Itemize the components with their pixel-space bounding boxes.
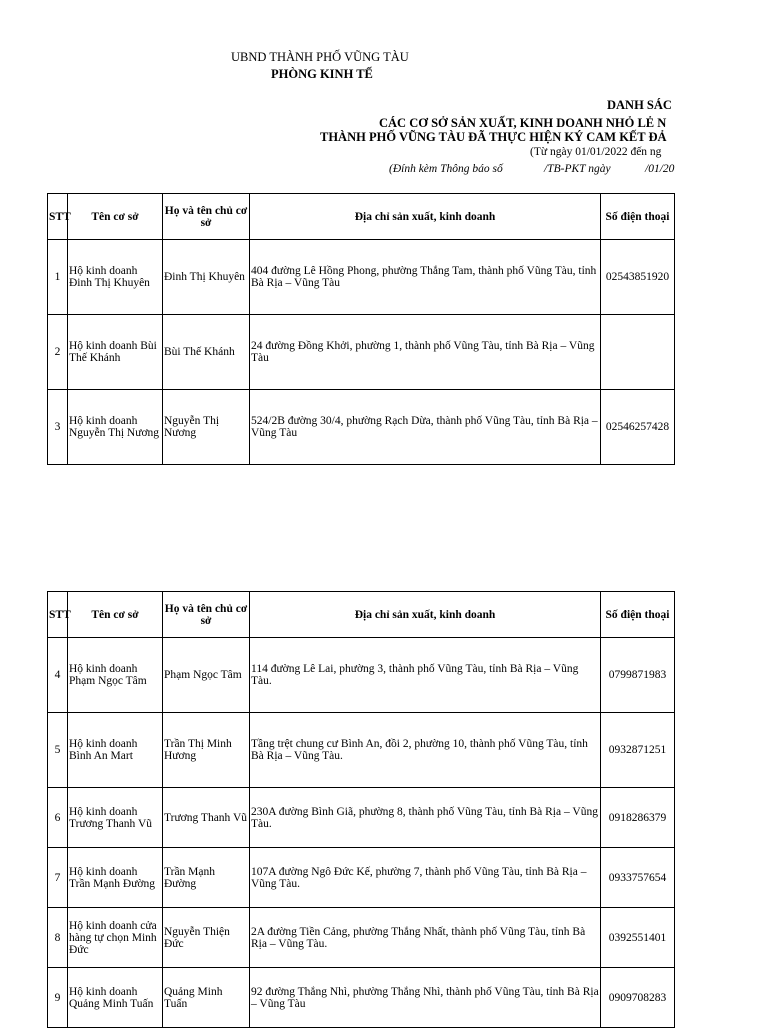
row-owner-name: Bùi Thế Khánh bbox=[163, 315, 250, 390]
table-row bbox=[48, 968, 675, 1028]
row-stt: 4 bbox=[48, 638, 68, 713]
row-phone: 0932871251 bbox=[601, 713, 675, 788]
row-owner-name: Nguyễn Thị Nương bbox=[163, 390, 250, 465]
business-table-2 bbox=[47, 591, 675, 1028]
document-subtitle-1: CÁC CƠ SỞ SẢN XUẤT, KINH DOANH NHỎ LẺ N bbox=[379, 116, 667, 130]
row-phone: 0799871983 bbox=[601, 638, 675, 713]
row-address: 24 đường Đồng Khởi, phường 1, thành phố Vũng Tàu, tỉnh Bà Rịa – Vũng Tàu bbox=[250, 315, 601, 390]
column-header-stt: STT bbox=[48, 194, 68, 240]
row-phone: 02546257428 bbox=[601, 390, 675, 465]
org-name: UBND THÀNH PHỐ VŨNG TÀU bbox=[231, 50, 409, 64]
table-row bbox=[48, 788, 675, 848]
column-header-stt: STT bbox=[48, 592, 68, 638]
column-header-name: Tên cơ sở bbox=[68, 592, 163, 638]
row-address: 114 đường Lê Lai, phường 3, thành phố Vũng Tàu, tỉnh Bà Rịa – Vũng Tàu. bbox=[250, 638, 601, 713]
row-business-name: Hộ kinh doanh Quảng Minh Tuấn bbox=[68, 968, 163, 1028]
document-title: DANH SÁC bbox=[607, 98, 672, 112]
row-owner-name: Đinh Thị Khuyên bbox=[163, 240, 250, 315]
row-owner-name: Quảng Minh Tuấn bbox=[163, 968, 250, 1028]
column-header-owner: Họ và tên chủ cơ sở bbox=[163, 592, 250, 638]
table-row bbox=[48, 713, 675, 788]
table-header-row bbox=[48, 592, 675, 638]
date-range: (Từ ngày 01/01/2022 đến ng bbox=[530, 146, 662, 158]
table-row bbox=[48, 908, 675, 968]
table-header-row bbox=[48, 194, 675, 240]
table-row bbox=[48, 240, 675, 315]
row-address: Tầng trệt chung cư Bình An, đồi 2, phường 10, thành phố Vũng Tàu, tỉnh Bà Rịa – Vũng Tàu. bbox=[250, 713, 601, 788]
attachment-note-part3: /01/20 bbox=[645, 163, 675, 175]
row-stt: 1 bbox=[48, 240, 68, 315]
attachment-note-part1: (Đính kèm Thông báo số bbox=[389, 163, 503, 175]
row-owner-name: Nguyễn Thiện Đức bbox=[163, 908, 250, 968]
row-phone bbox=[601, 315, 675, 390]
document-subtitle-2: THÀNH PHỐ VŨNG TÀU ĐÃ THỰC HIỆN KÝ CAM KẾT ĐẢ bbox=[320, 130, 667, 144]
row-stt: 7 bbox=[48, 848, 68, 908]
row-address: 107A đường Ngô Đức Kế, phường 7, thành phố Vũng Tàu, tỉnh Bà Rịa – Vũng Tàu. bbox=[250, 848, 601, 908]
column-header-name: Tên cơ sở bbox=[68, 194, 163, 240]
table-row bbox=[48, 315, 675, 390]
row-owner-name: Trương Thanh Vũ bbox=[163, 788, 250, 848]
row-phone: 0918286379 bbox=[601, 788, 675, 848]
row-business-name: Hộ kinh doanh Nguyễn Thị Nương bbox=[68, 390, 163, 465]
row-owner-name: Trần Thị Minh Hương bbox=[163, 713, 250, 788]
row-owner-name: Trần Mạnh Đường bbox=[163, 848, 250, 908]
row-address: 2A đường Tiền Cảng, phường Thắng Nhất, thành phố Vũng Tàu, tỉnh Bà Rịa – Vũng Tàu. bbox=[250, 908, 601, 968]
attachment-note-part2: /TB-PKT ngày bbox=[544, 163, 611, 175]
row-business-name: Hộ kinh doanh Phạm Ngọc Tâm bbox=[68, 638, 163, 713]
row-phone: 0933757654 bbox=[601, 848, 675, 908]
column-header-address: Địa chỉ sản xuất, kinh doanh bbox=[250, 592, 601, 638]
column-header-owner: Họ và tên chủ cơ sở bbox=[163, 194, 250, 240]
row-phone: 0392551401 bbox=[601, 908, 675, 968]
row-business-name: Hộ kinh doanh Đinh Thị Khuyên bbox=[68, 240, 163, 315]
row-business-name: Hộ kinh doanh Bùi Thế Khánh bbox=[68, 315, 163, 390]
table-row bbox=[48, 390, 675, 465]
table-row bbox=[48, 848, 675, 908]
department-name: PHÒNG KINH TẾ bbox=[271, 67, 373, 81]
row-stt: 6 bbox=[48, 788, 68, 848]
row-address: 404 đường Lê Hồng Phong, phường Thắng Tam, thành phố Vũng Tàu, tỉnh Bà Rịa – Vũng Tàu bbox=[250, 240, 601, 315]
column-header-address: Địa chỉ sản xuất, kinh doanh bbox=[250, 194, 601, 240]
row-address: 230A đường Bình Giã, phường 8, thành phố Vũng Tàu, tỉnh Bà Rịa – Vũng Tàu. bbox=[250, 788, 601, 848]
row-business-name: Hộ kinh doanh Trần Mạnh Đường bbox=[68, 848, 163, 908]
row-stt: 3 bbox=[48, 390, 68, 465]
column-header-phone: Số điện thoại bbox=[601, 592, 675, 638]
row-stt: 9 bbox=[48, 968, 68, 1028]
row-business-name: Hộ kinh doanh cửa hàng tự chọn Minh Đức bbox=[68, 908, 163, 968]
row-business-name: Hộ kinh doanh Trương Thanh Vũ bbox=[68, 788, 163, 848]
row-address: 92 đường Thắng Nhì, phường Thắng Nhì, thành phố Vũng Tàu, tỉnh Bà Rịa – Vũng Tàu bbox=[250, 968, 601, 1028]
row-phone: 02543851920 bbox=[601, 240, 675, 315]
table-row bbox=[48, 638, 675, 713]
row-stt: 8 bbox=[48, 908, 68, 968]
row-stt: 5 bbox=[48, 713, 68, 788]
row-address: 524/2B đường 30/4, phường Rạch Dừa, thành phố Vũng Tàu, tỉnh Bà Rịa – Vũng Tàu bbox=[250, 390, 601, 465]
row-business-name: Hộ kinh doanh Bình An Mart bbox=[68, 713, 163, 788]
row-stt: 2 bbox=[48, 315, 68, 390]
row-owner-name: Phạm Ngọc Tâm bbox=[163, 638, 250, 713]
business-table-1 bbox=[47, 193, 675, 465]
row-phone: 0909708283 bbox=[601, 968, 675, 1028]
column-header-phone: Số điện thoại bbox=[601, 194, 675, 240]
